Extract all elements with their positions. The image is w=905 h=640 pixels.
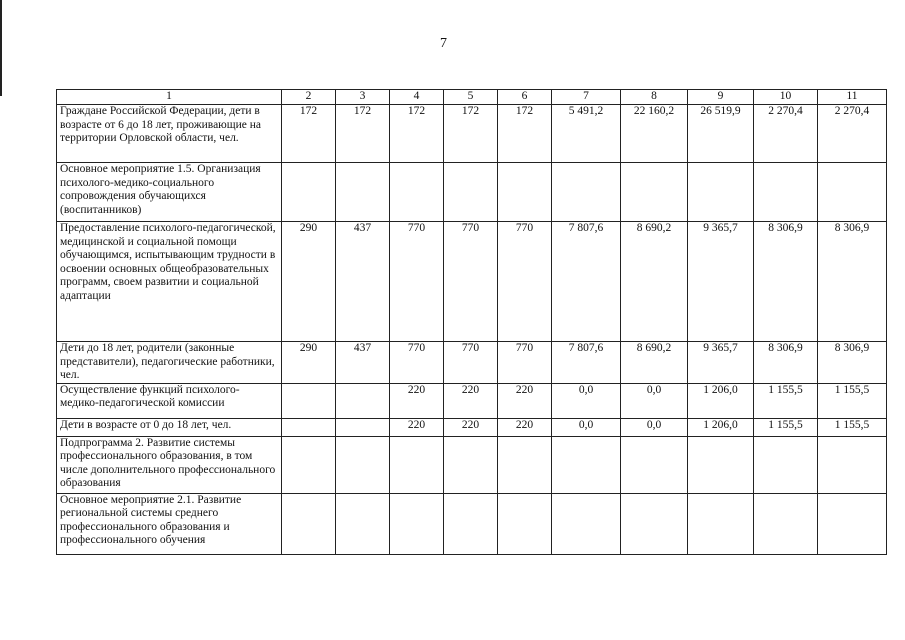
value-cell: [444, 436, 498, 493]
value-cell: 1 206,0: [688, 418, 754, 436]
value-cell: [754, 436, 818, 493]
value-cell: [282, 418, 336, 436]
value-cell: [282, 163, 336, 222]
column-header: 9: [688, 90, 754, 105]
value-cell: 7 807,6: [552, 342, 621, 384]
row-name-cell: Предоставление психолого-педагогической, медицинской и социальной помощи обучающимся, испытывающим трудности в освоении основных общеобразовательных программ, своем развитии и социальной адаптации: [57, 222, 282, 342]
value-cell: [444, 493, 498, 554]
column-header: 1: [57, 90, 282, 105]
value-cell: [282, 436, 336, 493]
value-cell: [552, 163, 621, 222]
value-cell: [621, 436, 688, 493]
value-cell: 0,0: [621, 383, 688, 418]
column-header: 11: [818, 90, 887, 105]
value-cell: [818, 436, 887, 493]
value-cell: [336, 383, 390, 418]
value-cell: [498, 163, 552, 222]
value-cell: 770: [498, 222, 552, 342]
value-cell: 8 690,2: [621, 222, 688, 342]
value-cell: 1 206,0: [688, 383, 754, 418]
value-cell: [336, 436, 390, 493]
value-cell: [444, 163, 498, 222]
column-header: 2: [282, 90, 336, 105]
value-cell: 2 270,4: [754, 105, 818, 163]
value-cell: 172: [444, 105, 498, 163]
row-name-cell: Дети в возрасте от 0 до 18 лет, чел.: [57, 418, 282, 436]
value-cell: 9 365,7: [688, 342, 754, 384]
column-header: 6: [498, 90, 552, 105]
header-row: [57, 90, 887, 105]
value-cell: 290: [282, 222, 336, 342]
value-cell: 0,0: [552, 383, 621, 418]
value-cell: 26 519,9: [688, 105, 754, 163]
value-cell: [498, 493, 552, 554]
column-header: 8: [621, 90, 688, 105]
column-header: 7: [552, 90, 621, 105]
data-table: [56, 89, 887, 555]
column-header: 3: [336, 90, 390, 105]
value-cell: [688, 493, 754, 554]
scan-edge-mark: [0, 0, 2, 96]
value-cell: 220: [498, 383, 552, 418]
value-cell: [552, 493, 621, 554]
value-cell: 770: [390, 342, 444, 384]
table-row: [57, 383, 887, 418]
value-cell: 220: [444, 383, 498, 418]
value-cell: 2 270,4: [818, 105, 887, 163]
value-cell: 437: [336, 222, 390, 342]
value-cell: [818, 493, 887, 554]
value-cell: [621, 493, 688, 554]
value-cell: 8 690,2: [621, 342, 688, 384]
value-cell: 770: [498, 342, 552, 384]
value-cell: 172: [282, 105, 336, 163]
table-row: [57, 493, 887, 554]
table-row: [57, 222, 887, 342]
value-cell: 172: [336, 105, 390, 163]
value-cell: 22 160,2: [621, 105, 688, 163]
column-header: 4: [390, 90, 444, 105]
page-number: 7: [440, 36, 447, 51]
value-cell: 220: [390, 383, 444, 418]
value-cell: [390, 163, 444, 222]
value-cell: [754, 163, 818, 222]
row-name-cell: Граждане Российской Федерации, дети в возрасте от 6 до 18 лет, проживающие на территории Орловской области, чел.: [57, 105, 282, 163]
value-cell: [336, 163, 390, 222]
value-cell: 220: [390, 418, 444, 436]
value-cell: 1 155,5: [754, 418, 818, 436]
value-cell: 8 306,9: [754, 222, 818, 342]
value-cell: 290: [282, 342, 336, 384]
row-name-cell: Основное мероприятие 2.1. Развитие региональной системы среднего профессионального образования и профессионального обучения: [57, 493, 282, 554]
row-name-cell: Подпрограмма 2. Развитие системы профессионального образования, в том числе дополнительного профессионального образования: [57, 436, 282, 493]
value-cell: [390, 493, 444, 554]
value-cell: 172: [390, 105, 444, 163]
value-cell: [282, 383, 336, 418]
value-cell: [498, 436, 552, 493]
value-cell: 8 306,9: [818, 342, 887, 384]
value-cell: 172: [498, 105, 552, 163]
value-cell: [336, 418, 390, 436]
value-cell: 1 155,5: [754, 383, 818, 418]
table-row: [57, 418, 887, 436]
value-cell: 1 155,5: [818, 418, 887, 436]
row-name-cell: Основное мероприятие 1.5. Организация психолого-медико-социального сопровождения обучающихся (воспитанников): [57, 163, 282, 222]
value-cell: [688, 163, 754, 222]
value-cell: 770: [444, 222, 498, 342]
value-cell: [390, 436, 444, 493]
value-cell: [688, 436, 754, 493]
value-cell: 770: [444, 342, 498, 384]
column-header: 5: [444, 90, 498, 105]
table-row: [57, 105, 887, 163]
value-cell: 437: [336, 342, 390, 384]
value-cell: 770: [390, 222, 444, 342]
value-cell: 9 365,7: [688, 222, 754, 342]
value-cell: [818, 163, 887, 222]
value-cell: 8 306,9: [754, 342, 818, 384]
value-cell: 0,0: [621, 418, 688, 436]
value-cell: 220: [498, 418, 552, 436]
value-cell: [621, 163, 688, 222]
table-row: [57, 163, 887, 222]
column-header: 10: [754, 90, 818, 105]
value-cell: 5 491,2: [552, 105, 621, 163]
row-name-cell: Дети до 18 лет, родители (законные представители), педагогические работники, чел.: [57, 342, 282, 384]
table-row: [57, 342, 887, 384]
value-cell: [552, 436, 621, 493]
row-name-cell: Осуществление функций психолого-медико-педагогической комиссии: [57, 383, 282, 418]
value-cell: 8 306,9: [818, 222, 887, 342]
value-cell: [336, 493, 390, 554]
value-cell: [282, 493, 336, 554]
value-cell: [754, 493, 818, 554]
value-cell: 7 807,6: [552, 222, 621, 342]
value-cell: 1 155,5: [818, 383, 887, 418]
value-cell: 220: [444, 418, 498, 436]
table-row: [57, 436, 887, 493]
value-cell: 0,0: [552, 418, 621, 436]
